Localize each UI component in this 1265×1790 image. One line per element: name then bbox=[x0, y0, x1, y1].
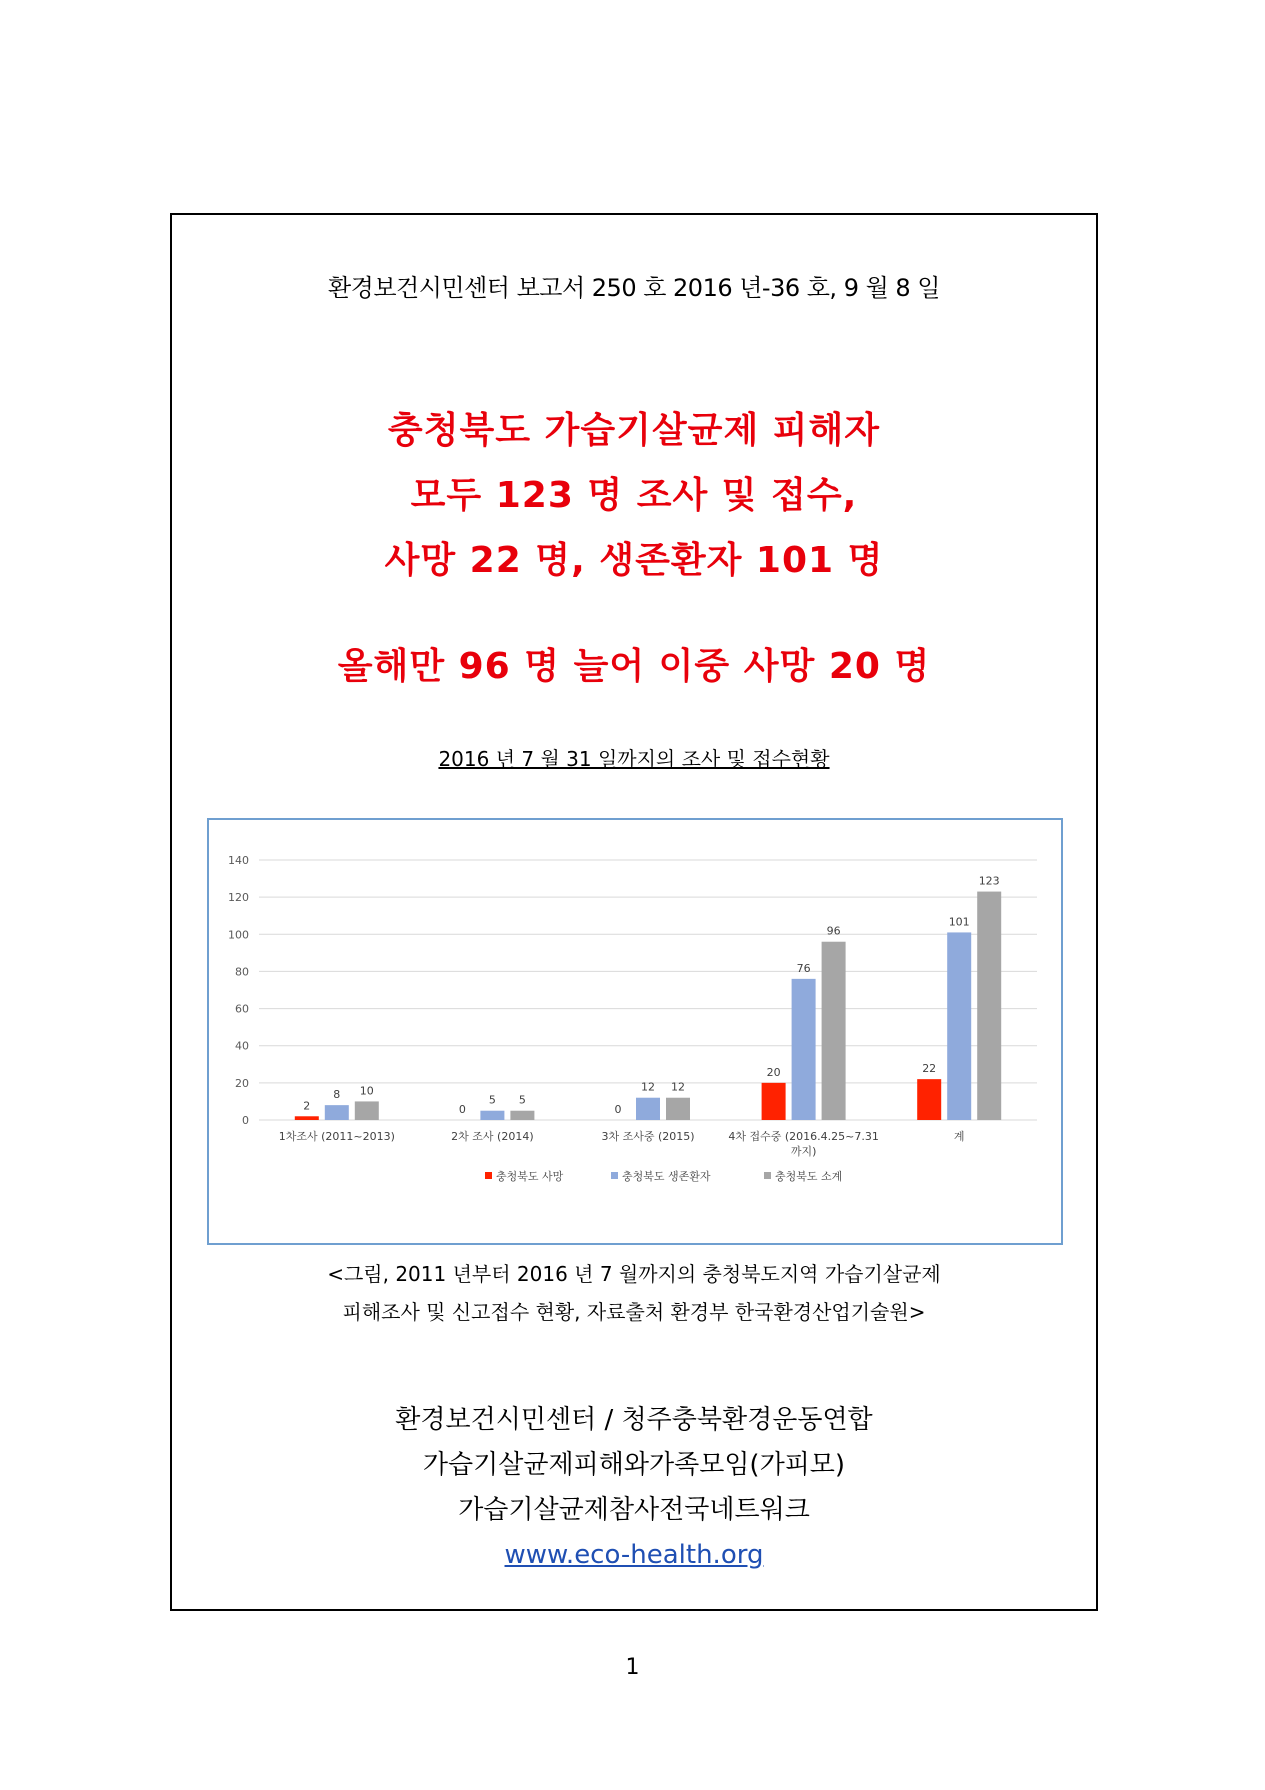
x-tick-label: 계 bbox=[953, 1130, 965, 1143]
data-label: 20 bbox=[766, 1065, 781, 1079]
chart-subheading-text: 2016 년 7 월 31 일까지의 조사 및 접수현황 bbox=[438, 747, 830, 771]
bar bbox=[917, 1079, 941, 1120]
data-label: 12 bbox=[641, 1080, 655, 1094]
bar bbox=[510, 1111, 534, 1120]
data-label: 101 bbox=[948, 915, 970, 929]
data-label: 123 bbox=[978, 874, 1000, 888]
data-label: 0 bbox=[458, 1103, 466, 1116]
data-label: 10 bbox=[359, 1084, 374, 1098]
data-label: 5 bbox=[488, 1093, 496, 1107]
x-tick-label: 1차조사 (2011~2013) bbox=[278, 1130, 395, 1143]
data-label: 5 bbox=[518, 1093, 526, 1107]
report-issue-line: 환경보건시민센터 보고서 250 호 2016 년-36 호, 9 월 8 일 bbox=[328, 274, 940, 302]
footer-group-line: 가습기살균제피해와가족모임(가피모) bbox=[422, 1450, 846, 1480]
bar bbox=[977, 892, 1001, 1120]
headline-line-2: 모두 123 명 조사 및 접수, bbox=[410, 475, 858, 516]
data-label: 76 bbox=[796, 961, 811, 975]
bar-chart-svg bbox=[209, 820, 1061, 1243]
y-tick-label: 20 bbox=[235, 1076, 249, 1090]
footer-network-line: 가습기살균제참사전국네트워크 bbox=[458, 1495, 810, 1525]
y-tick-label: 60 bbox=[235, 1002, 249, 1016]
bar-chart bbox=[207, 818, 1063, 1245]
legend-swatch bbox=[611, 1172, 618, 1179]
legend-label: 충청북도 생존환자 bbox=[622, 1170, 711, 1183]
legend-swatch bbox=[485, 1172, 492, 1179]
legend-label: 충청북도 사망 bbox=[496, 1170, 564, 1183]
figure-caption bbox=[172, 1255, 1096, 1331]
bar bbox=[325, 1105, 349, 1120]
headline-line-1: 충청북도 가습기살균제 피해자 bbox=[387, 410, 881, 451]
y-tick-label: 100 bbox=[228, 928, 249, 942]
footer-org-line: 환경보건시민센터 / 청주충북환경운동연합 bbox=[395, 1405, 873, 1435]
data-label: 96 bbox=[826, 924, 841, 938]
x-tick-label: 4차 접수중 (2016.4.25~7.31 bbox=[728, 1130, 879, 1143]
y-tick-label: 80 bbox=[235, 965, 249, 979]
bar bbox=[480, 1111, 504, 1120]
data-label: 8 bbox=[333, 1088, 341, 1102]
x-tick-label: 2차 조사 (2014) bbox=[451, 1130, 534, 1143]
x-tick-label: 3차 조사중 (2015) bbox=[601, 1130, 695, 1143]
data-label: 12 bbox=[671, 1080, 685, 1094]
y-tick-label: 140 bbox=[228, 854, 249, 867]
bar bbox=[947, 932, 971, 1120]
bar bbox=[822, 942, 846, 1120]
y-tick-label: 40 bbox=[235, 1039, 249, 1053]
y-tick-label: 120 bbox=[228, 891, 249, 905]
footer-organizations bbox=[172, 1398, 1096, 1578]
page-number: 1 bbox=[625, 1655, 640, 1680]
figure-caption-line-2: 피해조사 및 신고접수 현황, 자료출처 환경부 한국환경산업기술원> bbox=[342, 1300, 926, 1324]
website-link[interactable]: www.eco-health.org bbox=[504, 1540, 764, 1570]
report-frame bbox=[170, 213, 1098, 1611]
bar bbox=[762, 1083, 786, 1120]
data-label: 2 bbox=[303, 1099, 311, 1113]
legend-label: 충청북도 소계 bbox=[775, 1170, 843, 1183]
chart-subheading bbox=[172, 743, 1096, 772]
bar bbox=[295, 1116, 319, 1120]
data-label: 0 bbox=[614, 1103, 622, 1116]
legend-swatch bbox=[764, 1172, 771, 1179]
headline-line-4: 올해만 96 명 늘어 이중 사망 20 명 bbox=[337, 646, 931, 687]
bar bbox=[792, 979, 816, 1120]
figure-caption-line-1: <그림, 2011 년부터 2016 년 7 월까지의 충청북도지역 가습기살균제 bbox=[327, 1262, 941, 1286]
data-label: 22 bbox=[922, 1062, 937, 1076]
bar bbox=[355, 1101, 379, 1120]
headline-line-3: 사망 22 명, 생존환자 101 명 bbox=[384, 540, 884, 581]
x-tick-label: 까지) bbox=[790, 1145, 817, 1158]
bar bbox=[636, 1098, 660, 1120]
y-tick-label: 0 bbox=[242, 1114, 249, 1127]
bar bbox=[666, 1098, 690, 1120]
